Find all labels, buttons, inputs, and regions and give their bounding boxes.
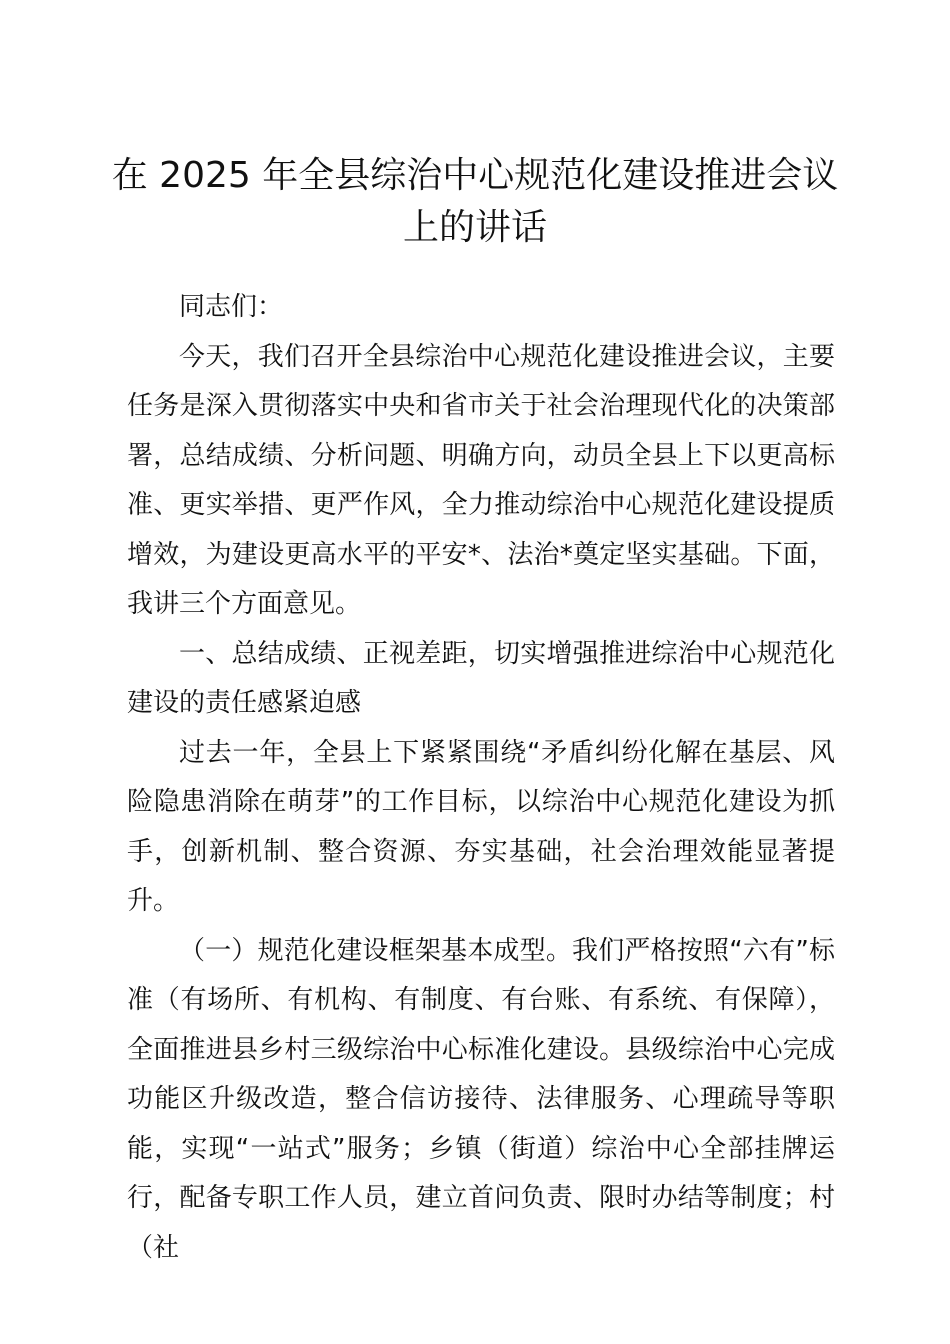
document-title: 在 2025 年全县综治中心规范化建设推进会议上的讲话 [111, 155, 839, 248]
section-heading-1: 一、总结成绩、正视差距，切实增强推进综治中心规范化建设的责任感紧迫感 [127, 638, 835, 718]
review-paragraph: 过去一年，全县上下紧紧围绕“矛盾纠纷化解在基层、风险隐患消除在萌芽”的工作目标，以综治中心规范化建设为抓手，创新机制、整合资源、夯实基础，社会治理效能显著提升。 [127, 737, 835, 916]
document-body [127, 283, 835, 1273]
salutation-paragraph: 同志们： [179, 292, 284, 322]
intro-paragraph: 今天，我们召开全县综治中心规范化建设推进会议，主要任务是深入贯彻落实中央和省市关于社会治理现代化的决策部署，总结成绩、分析问题、明确方向，动员全县上下以更高标准、更实举措、更严作风，全力推动综治中心规范化建设提质增效，为建设更高水平的平安*、法治*奠定坚实基础。下面，我讲三个方面意见。 [127, 341, 835, 619]
subsection-paragraph-1: （一）规范化建设框架基本成型。我们严格按照“六有”标准（有场所、有机构、有制度、有台账、有系统、有保障），全面推进县乡村三级综治中心标准化建设。县级综治中心完成功能区升级改造，整合信访接待、法律服务、心理疏导等职能，实现“一站式”服务；乡镇（街道）综治中心全部挂牌运行，配备专职工作人员，建立首问负责、限时办结等制度；村（社 [127, 935, 835, 1263]
